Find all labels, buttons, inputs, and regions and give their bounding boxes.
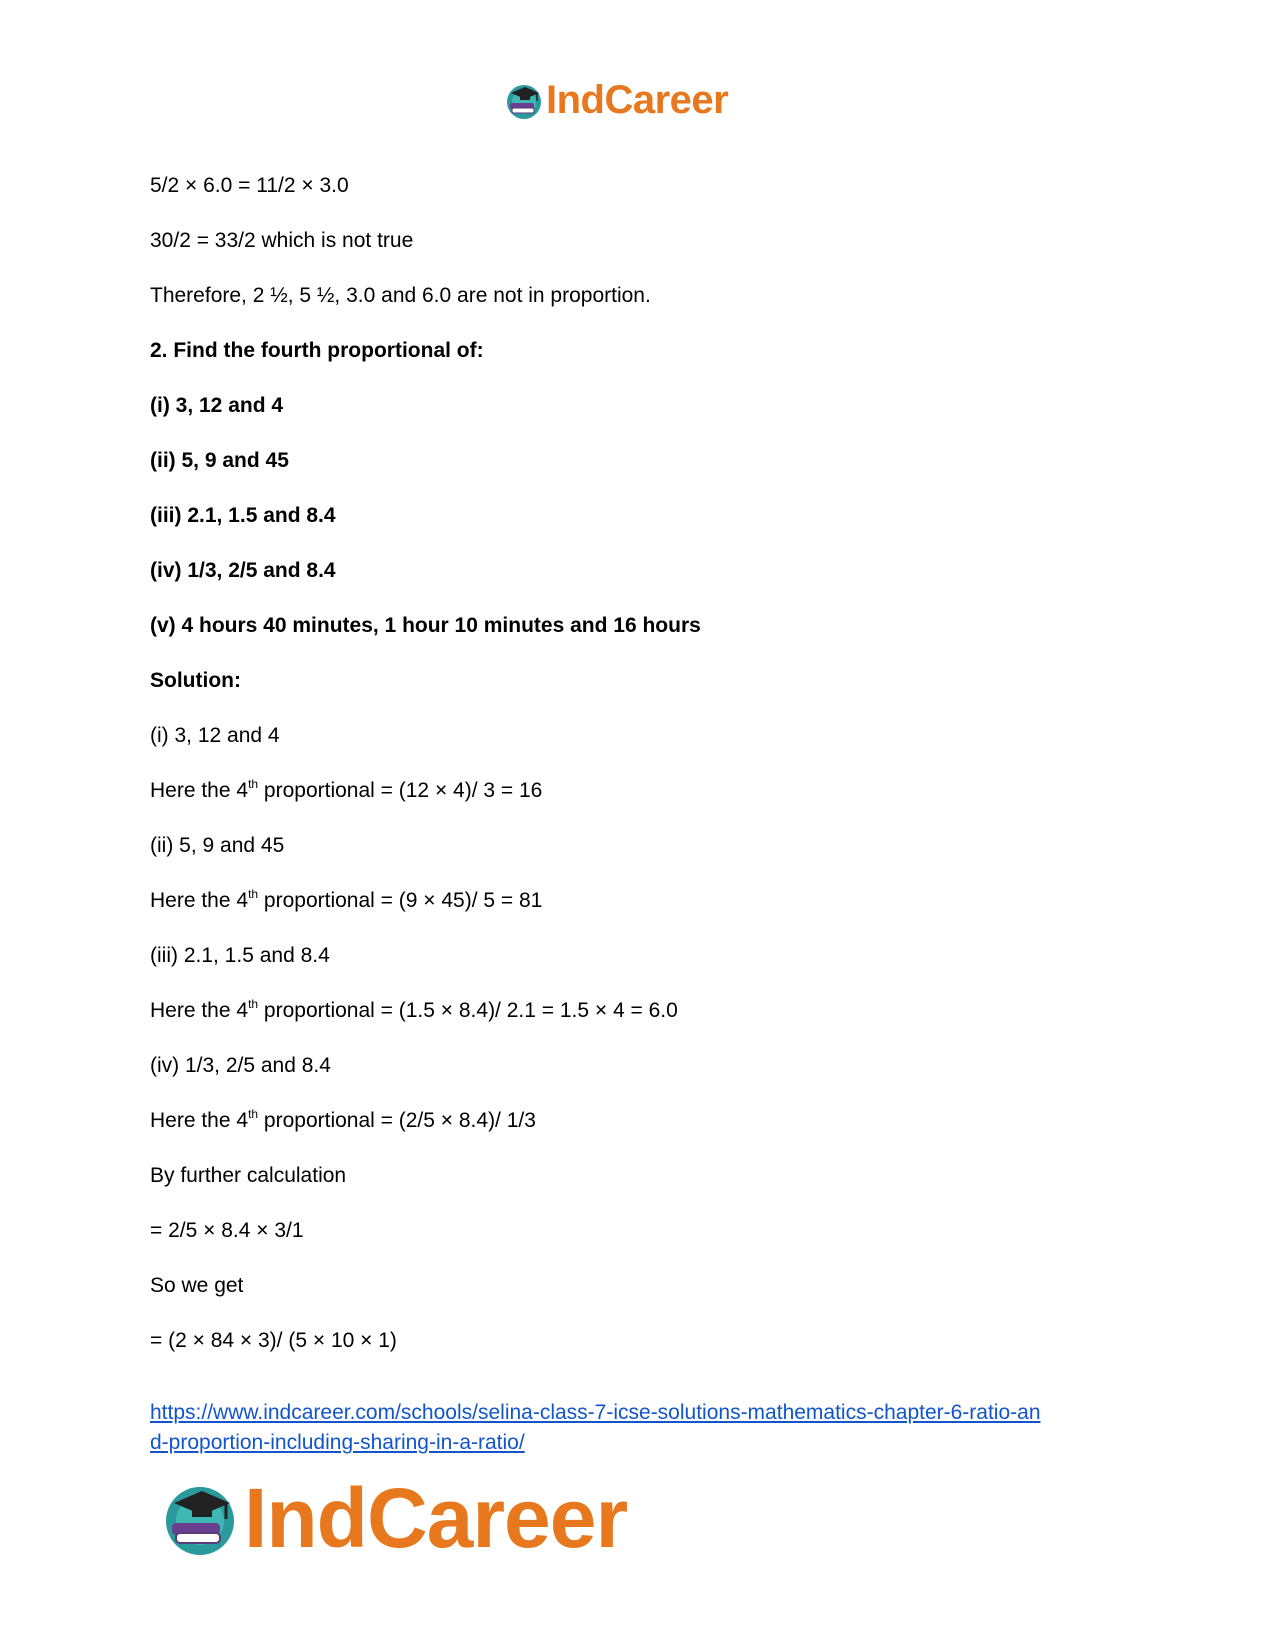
calculation-step: By further calculation [150,1164,347,1187]
indcareer-logo-header [504,78,728,123]
solution-heading: Solution: [150,669,241,692]
question-part-iv: (iv) 1/3, 2/5 and 8.4 [150,559,336,582]
equation-result-line: 30/2 = 33/2 which is not true [150,229,414,252]
source-url-line-2: d-proportion-including-sharing-in-a-ratio/ [150,1431,525,1454]
solution-answer-ii: Here the 4th proportional = (9 × 45)/ 5 = 81 [150,887,543,912]
solution-answer-iii: Here the 4th proportional = (1.5 × 8.4)/ 2.1 = 1.5 × 4 = 6.0 [150,997,678,1022]
graduation-globe-icon [504,81,544,121]
question-part-ii: (ii) 5, 9 and 45 [150,449,289,472]
equation-line: 5/2 × 6.0 = 11/2 × 3.0 [150,174,349,197]
graduation-globe-icon [160,1479,240,1559]
source-url-line-1: https://www.indcareer.com/schools/selina-class-7-icse-solutions-mathematics-chapter-6-ratio-an [150,1401,1041,1424]
question-part-v: (v) 4 hours 40 minutes, 1 hour 10 minutes and 16 hours [150,614,701,637]
question-part-iii: (iii) 2.1, 1.5 and 8.4 [150,504,336,527]
calculation-step: = (2 × 84 × 3)/ (5 × 10 × 1) [150,1329,397,1352]
solution-part-iii: (iii) 2.1, 1.5 and 8.4 [150,944,330,967]
conclusion-line: Therefore, 2 ½, 5 ½, 3.0 and 6.0 are not in proportion. [150,284,651,307]
question-part-i: (i) 3, 12 and 4 [150,394,284,417]
question-heading: 2. Find the fourth proportional of: [150,339,484,362]
brand-wordmark: IndCareer [546,78,729,122]
brand-wordmark: IndCareer [244,1471,628,1565]
source-url-link[interactable] [150,1398,1140,1458]
solution-answer-iv: Here the 4th proportional = (2/5 × 8.4)/ 1/3 [150,1107,536,1132]
calculation-step: = 2/5 × 8.4 × 3/1 [150,1219,304,1242]
solution-part-i: (i) 3, 12 and 4 [150,724,280,747]
calculation-step: So we get [150,1274,244,1297]
indcareer-logo-footer [160,1470,627,1567]
solution-part-iv: (iv) 1/3, 2/5 and 8.4 [150,1054,331,1077]
document-body [150,174,1130,1384]
solution-part-ii: (ii) 5, 9 and 45 [150,834,285,857]
solution-answer-i: Here the 4th proportional = (12 × 4)/ 3 = 16 [150,777,543,802]
